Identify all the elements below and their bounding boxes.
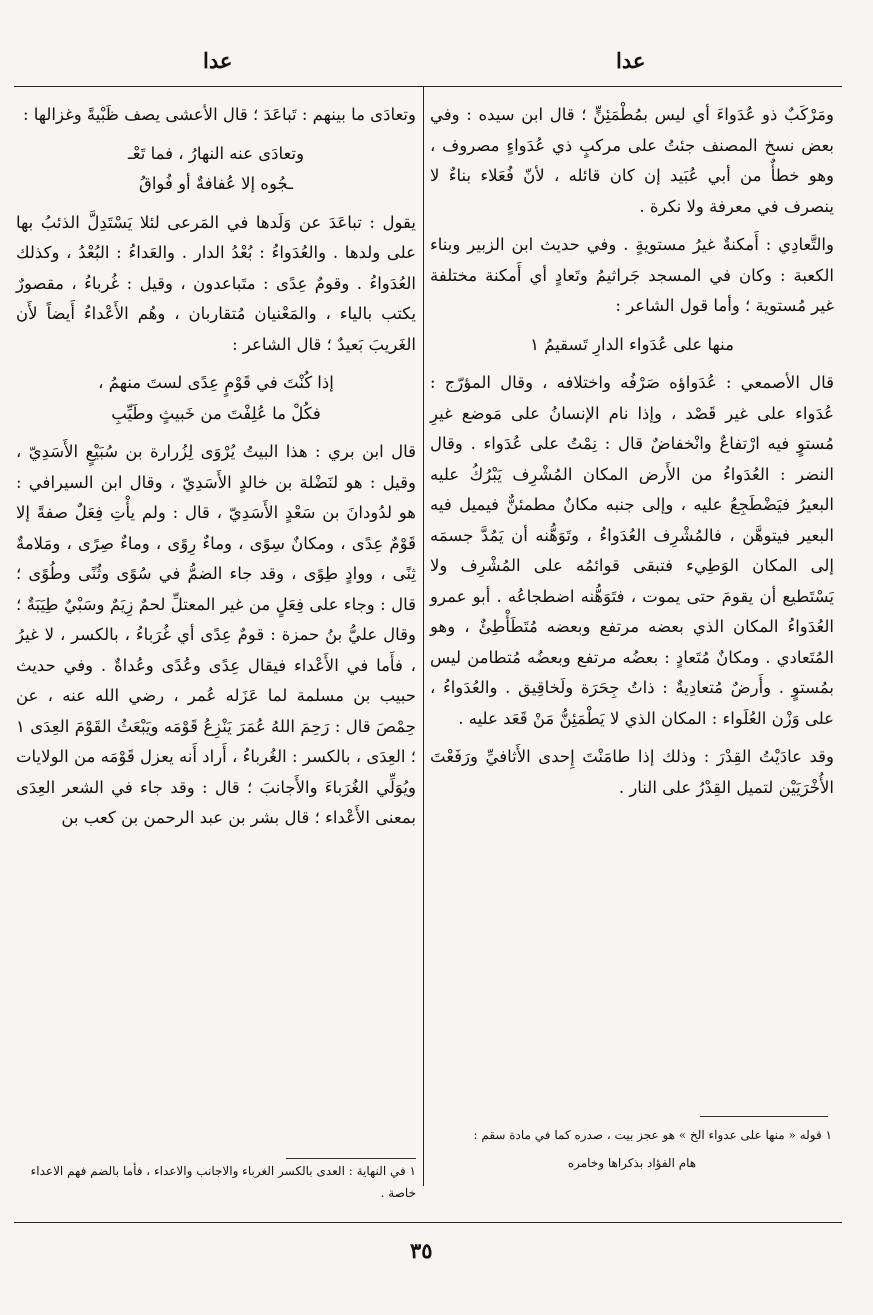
header-entry-word-right: عدا bbox=[616, 48, 646, 73]
paragraph: ومَرْكَبٌ ذو عُدَواءَ أي ليس بمُطْمَئِنٍّ ؛ قال ابن سيده : وفي بعض نسخ المصنف جئتُ على مركبٍ ذي عُدَواءٍ مصروف ، وهو خطأٌ من أبي عُبَيد إن كان قائله ، لأنّ فُعَلاء بناءٌ لا ينصرف في معرفة ولا نكرة . bbox=[430, 105, 834, 216]
verse-line: ـجُوه إلا عُفافةٌ أو فُواقُ bbox=[139, 174, 293, 193]
header-entry-word-left: عدا bbox=[203, 48, 233, 73]
verse-line: فكُلْ ما عُلِفْتَ من خَبيثٍ وطَيِّبِ bbox=[111, 403, 321, 423]
top-rule bbox=[14, 86, 842, 87]
footnote-right bbox=[432, 1124, 832, 1174]
page-number: ٣٥ bbox=[410, 1238, 433, 1263]
paragraph: قال الأصمعي : عُدَواؤه صَرْفُه واختلافه ، وقال المؤرّج : عُدَواء على غير قَصْد ، وإذا نام الإنسانُ على مَوضع غيرِ مُستوٍ فيه ارْتفاعٌ وانْخفاضٌ قال : نِمْتُ على عُدَواء . وقال النضر : العُدَواءُ من الأَرض المكان المُشْرِف يَبْرُكُ عليه البعيرُ فيَضْطَجِعُ عليه ، وإلى جنبه مكانٌ مطمئنٌّ فيميل فيه البعير فيتوهَّن ، فالمُشْرِف العُدَواءُ ، وتَوَهُّنه أن يَمُدَّ جسمَه إلى المكان الوَطِيء فتبقى قوائمُه على المُشْرِف ولا يَسْتَطيع أن يقومَ حتى يموت ، فتَوَهُّنه اضطجاعُه . أبو عمرو العُدَواءُ المكان الذي بعضه مرتفع وبعضه مُتَطَأْطِئٌ ، وهو المُتَعادي . ومكانٌ مُتَعادٍ : بعضُه مرتفع وبعضُه مُتطامن ليس بمُستوٍ . وأَرضٌ مُتعادِيةٌ : ذاتُ جِحَرَة ولَخاقِيق . والعُدَواءُ ، على وَزْن العُلَواء : المكان الذي لا يَطْمَئِنُّ مَنْ قَعَد عليه . bbox=[430, 373, 834, 728]
right-column bbox=[430, 100, 834, 811]
footnote-left bbox=[16, 1160, 416, 1204]
footnote-text: ١ قوله « منها على عدواء الخ » هو عجز بيت ، صدره كما في مادة سقم : bbox=[473, 1128, 832, 1142]
footnote-text: ١ في النهاية : العدى بالكسر الغرباء والاجانب والاعداء ، فأما بالضم فهم الاعداء خاصة . bbox=[30, 1164, 416, 1200]
footnote-verse: هام الفؤاد بذكراها وخامره bbox=[567, 1156, 697, 1170]
column-divider bbox=[423, 86, 424, 1186]
bottom-rule bbox=[14, 1222, 842, 1223]
footnote-rule-right bbox=[700, 1116, 828, 1117]
left-column bbox=[16, 100, 416, 842]
paragraph: وقد عادَيْتُ القِدْرَ : وذلك إذا طامَنْتَ إِحدى الأَثافيِّ ورَفَعْتَ الأُخْرَيَيْن لتميل القِدْرُ على النار . bbox=[430, 747, 834, 797]
paragraph: والتَّعادِي : أَمكنةٌ غيرُ مستويةٍ . وفي حديث ابن الزبير وبناء الكعبة : وكان في المسجد جَراثيمُ وتَعادٍ أي أَمكنة مختلفة غير مُستوية ؛ وأما قول الشاعر : bbox=[430, 235, 834, 315]
verse bbox=[430, 330, 834, 361]
verse-line: إذا كُنْتَ في قَوْمٍ عِدًى لستَ منهمُ ، bbox=[98, 373, 334, 392]
paragraph: قال ابن بري : هذا البيتُ يُرْوَى لِزُرارة بن سُبَيْعٍ الأَسَدِيّ ، وقيل : هو لنَضْلة بن خالدٍ الأَسَدِيّ ، وقال ابن السيرافي : هو لدُودانَ بن سَعْدٍ الأَسَدِيّ ، قال : ولم يأْتِ فِعَلٌ صفةً إلا قَوْمٌ عِدًى ، ومكانٌ سِوًى ، وماءٌ رِوًى ، وماءٌ صِرًى ، ومَلامةٌ ثِنًى ، ووادٍ طِوًى ، وقد جاء الضمُّ في سُوًى وثُنًى وطُوًى ؛ قال : وجاء على فِعَلٍ من غير المعتلِّ لحمٌ زِيَمٌ وسَبْيٌ طِيَبَةٌ ؛ وقال عليُّ بنُ حمزة : قومٌ عِدًى أي غُرَباءُ ، بالكسر ، لا غيرُ ، فأَما في الأَعْداء فيقال عِدًى وعُدًى وعُداةٌ . وفي حديث حبيب بن مسلمة لما عَزَله عُمر ، رضي الله عنه ، عن حِمْصَ قال : رَحِمَ اللهُ عُمَرَ يَنْزِعُ قَوْمَه ويَبْعَثُ القَوْمَ العِدَى ١ ؛ العِدَى ، بالكسر : الغُرباءُ ، أَراد أَنه يعزل قَوْمَه من الولايات ويُوَلِّي الغُرَباءَ والأَجانبَ ؛ قال : وقد جاء في الشعر العِدَى بمعنى الأَعْداء ؛ قال بشر بن عبد الرحمن بن كعب بن bbox=[16, 442, 416, 827]
paragraph: وتعادَى ما بينهم : تَباعَدَ ؛ قال الأعشى يصف ظَبْيةً وغزالها : bbox=[22, 105, 416, 124]
verse-line: منها على عُدَواء الدارِ تَسقيمُ ١ bbox=[530, 334, 734, 354]
verse bbox=[16, 368, 416, 429]
verse-line: وتعادَى عنه النهارُ ، فما تَعْـ bbox=[127, 143, 305, 163]
footnote-rule-left bbox=[286, 1158, 416, 1159]
paragraph: يقول : تباعَدَ عن وَلَدها في المَرعى لئلا يَسْتَدِلَّ الذئبُ بها على ولدها . والعُدَواءُ : بُعْدُ الدار . والعَداءُ : البُعْدُ ، وكذلك العُدَواءُ . وقومٌ عِدًى : متَباعدون ، وقيل : غُرباءُ ، مقصورٌ يكتب بالياء ، والمَعْنيان مُتقاربان ، وهُم الأَعْداءُ أَيضاً لأَن الغَريبَ بَعيدٌ ؛ قال الشاعر : bbox=[16, 212, 416, 354]
verse bbox=[16, 139, 416, 200]
